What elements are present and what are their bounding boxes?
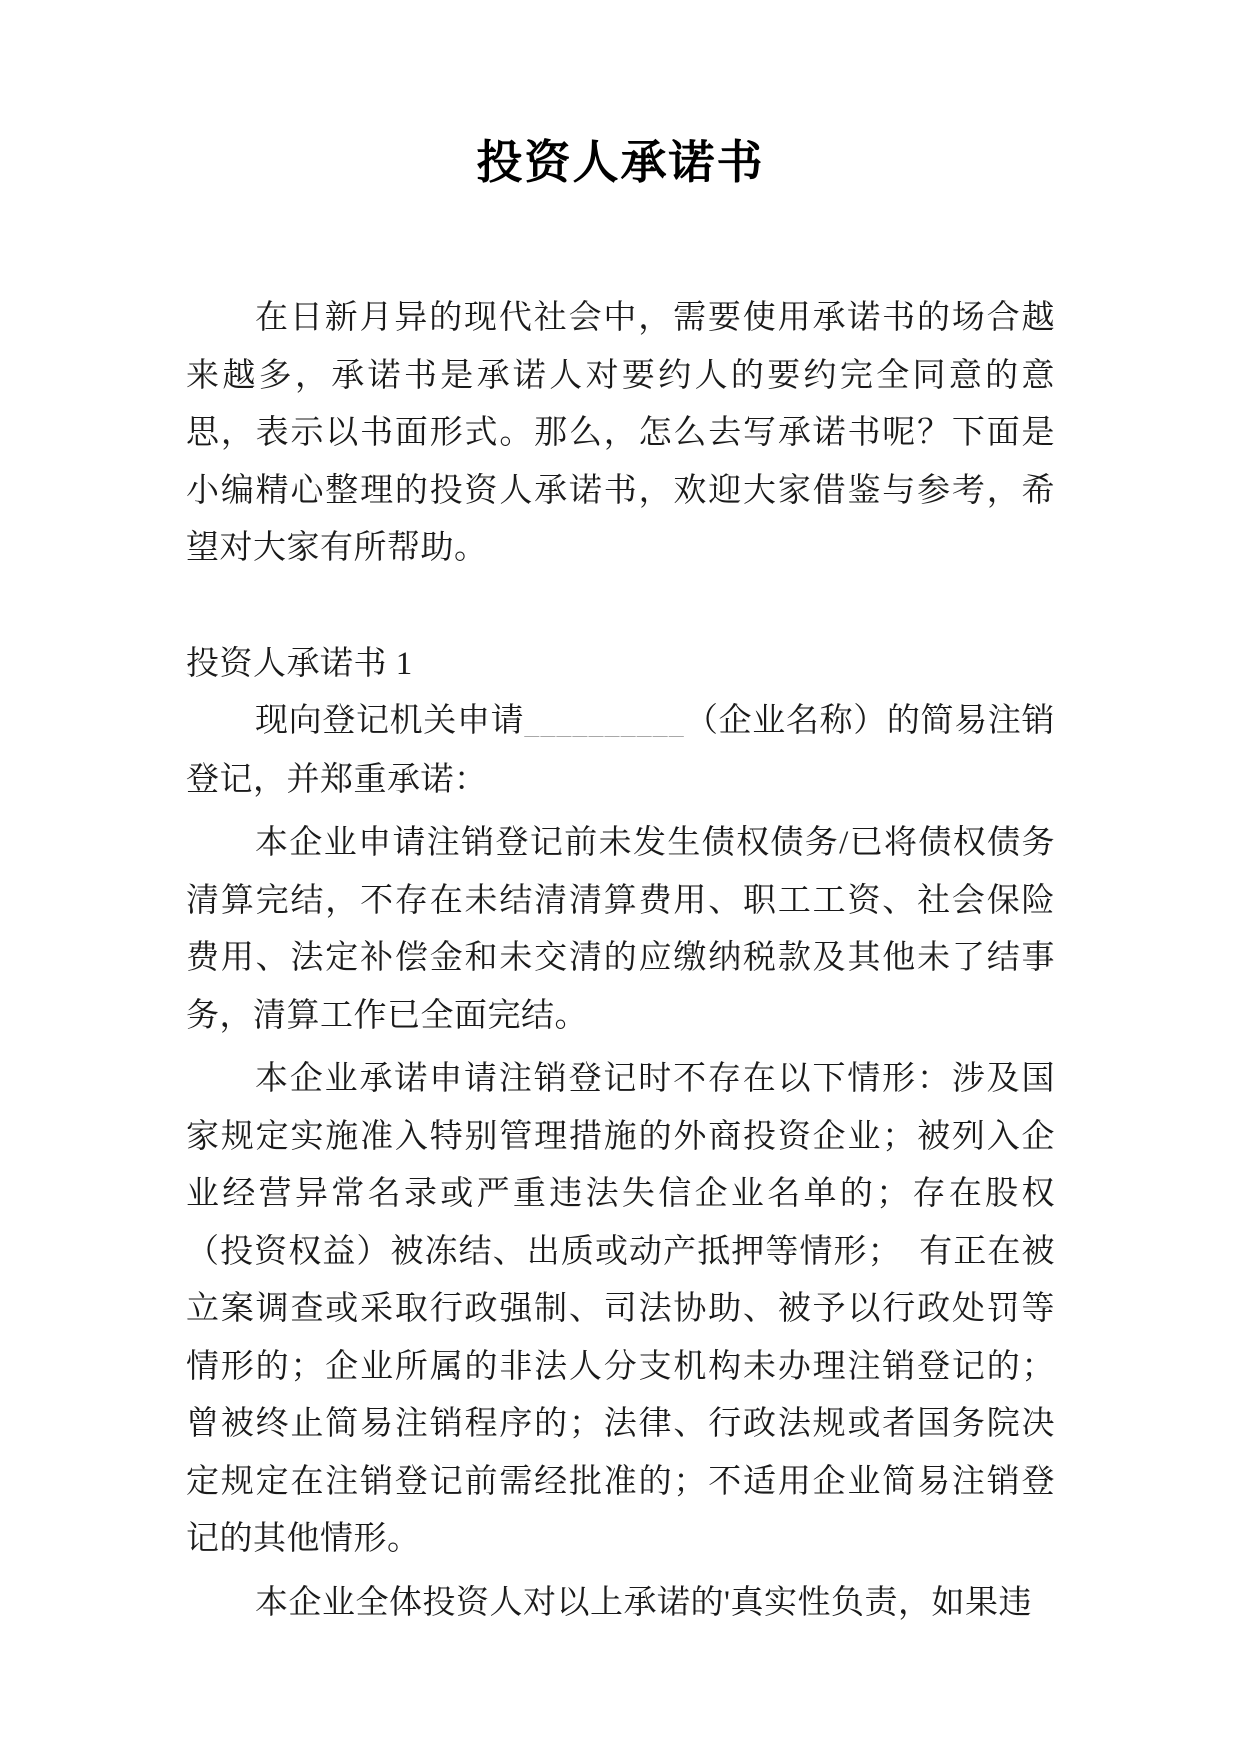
commitment-paragraph-1: 本企业申请注销登记前未发生债权债务/已将债权债务清算完结，不存在未结清清算费用、职工工资、社会保险费用、法定补偿金和未交清的应缴纳税款及其他未了结事务，清算工作已全面完结。: [186, 825, 1055, 1034]
commitment-paragraph-2: 本企业承诺申请注销登记时不存在以下情形：涉及国家规定实施准入特别管理措施的外商投资企业；被列入企业经营异常名录或严重违法失信企业名单的；存在股权（投资权益）被冻结、出质或动产抵押等情形； 有正在被立案调查或采取行政强制、司法协助、被予以行政处罚等情形的；企业所属的非法人分支机构未办理注销登记的；曾被终止简易注销程序的；法律、行政法规或者国务院决定规定在注销登记前需经批准的；不适用企业简易注销登记的其他情形。: [186, 1061, 1055, 1557]
intro-paragraph: 在日新月异的现代社会中，需要使用承诺书的场合越来越多，承诺书是承诺人对要约人的要约完全同意的意思，表示以书面形式。那么，怎么去写承诺书呢？下面是小编精心整理的投资人承诺书，欢迎大家借鉴与参考，希望对大家有所帮助。: [186, 300, 1055, 566]
application-line-before-blank: 现向登记机关申请: [255, 703, 525, 739]
commitment-paragraph-3: 本企业全体投资人对以上承诺的'真实性负责，如果违: [255, 1584, 1032, 1621]
application-line-after-blank: （企业名称）的简易注销登记，并郑重承诺：: [186, 703, 1056, 798]
application-line: [186, 693, 1055, 809]
section-heading: 投资人承诺书 1: [186, 645, 413, 682]
fill-in-blank: __________: [524, 708, 685, 737]
document-body: [186, 290, 1055, 1632]
document-title: 投资人承诺书: [476, 137, 765, 188]
